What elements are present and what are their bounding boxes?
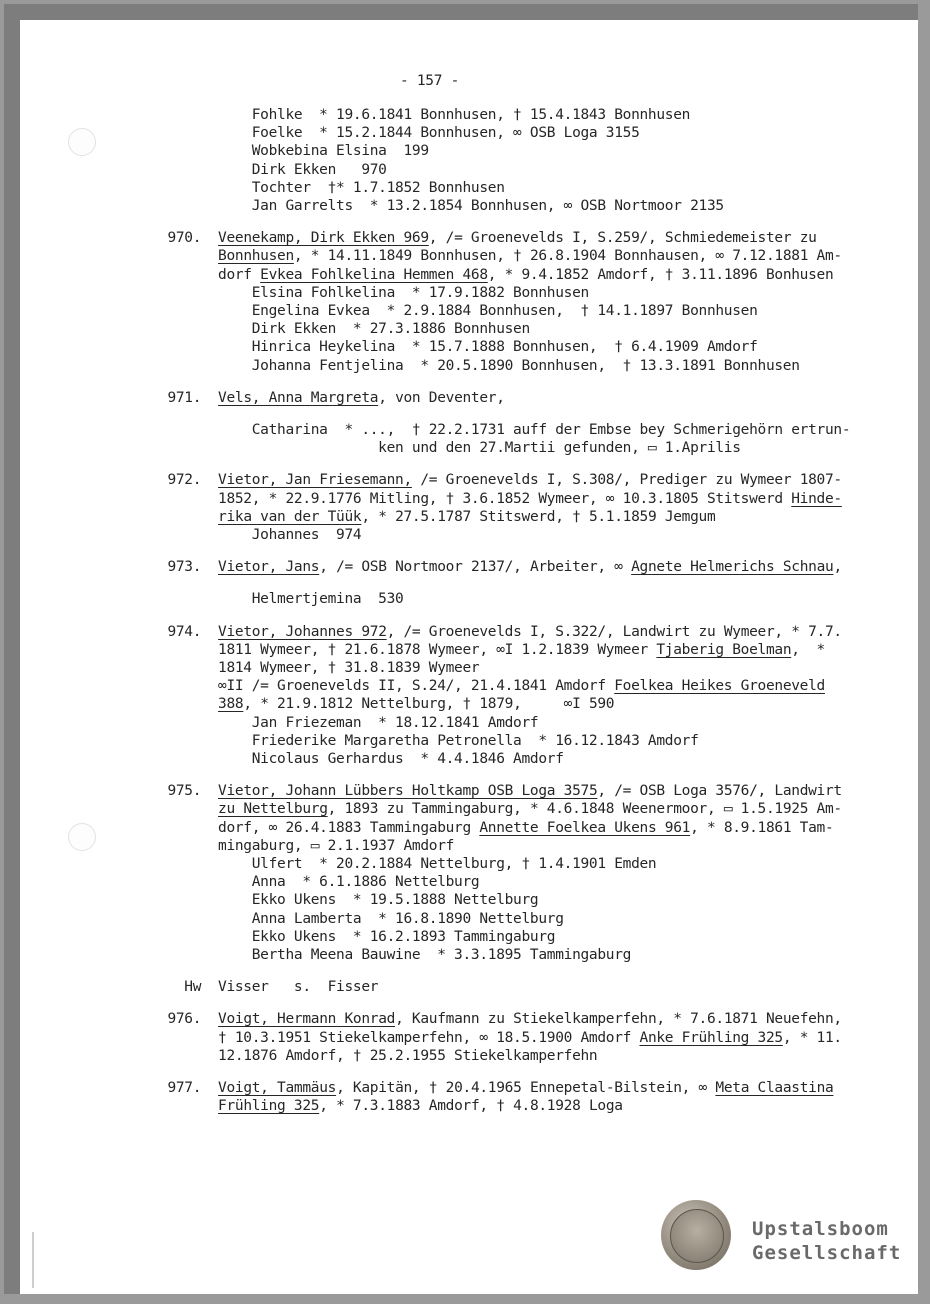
text-line: [100, 750, 564, 768]
text-line: [100, 526, 361, 544]
line-text: Ekko Ukens * 19.5.1888 Nettelburg: [100, 892, 539, 908]
line-text: , /= Groenevelds I, S.259/, Schmiedemeister zu: [428, 230, 817, 246]
line-text: [100, 1098, 218, 1114]
line-text: Foelke * 15.2.1844 Bonnhusen, ∞ OSB Loga 3155: [100, 125, 640, 141]
text-line: [100, 197, 724, 215]
line-text: , von Deventer,: [378, 390, 505, 406]
text-line: [100, 357, 800, 375]
text-line: [100, 1079, 833, 1097]
underlined-name: 388: [218, 696, 244, 712]
text-line: [100, 695, 614, 713]
line-text: ken und den 27.Martii gefunden, ▭ 1.Aprilis: [100, 440, 741, 456]
text-line: [100, 819, 833, 837]
line-text: ,: [833, 559, 842, 575]
text-line: [100, 302, 758, 320]
line-text: 976.: [100, 1011, 219, 1027]
text-line: [100, 910, 564, 928]
line-text: , * 7.3.1883 Amdorf, † 4.8.1928 Loga: [319, 1098, 623, 1114]
line-text: 1811 Wymeer, † 21.6.1878 Wymeer, ∞I 1.2.1839 Wymeer: [100, 642, 657, 658]
text-line: [100, 421, 850, 439]
text-line: [100, 782, 842, 800]
text-line: [100, 873, 479, 891]
underlined-name: Anke Frühling 325: [639, 1030, 783, 1046]
underlined-name: Frühling 325: [218, 1098, 320, 1114]
line-text: Anna * 6.1.1886 Nettelburg: [100, 874, 480, 890]
text-line: [100, 714, 538, 732]
line-text: Jan Garrelts * 13.2.1854 Bonnhusen, ∞ OSB Nortmoor 2135: [100, 198, 724, 214]
text-line: [100, 1097, 623, 1115]
line-text: , * 27.5.1787 Stitswerd, † 5.1.1859 Jemgum: [361, 509, 716, 525]
line-text: [100, 801, 218, 817]
line-text: Catharina * ..., † 22.2.1731 auff der Embse bey Schmerigehörn ertrun-: [100, 422, 851, 438]
text-line: [100, 471, 842, 489]
line-text: ∞II /= Groenevelds II, S.24/, 21.4.1841 Amdorf: [100, 678, 615, 694]
underlined-name: Annette Foelkea Ukens 961: [479, 820, 691, 836]
line-text: , /= Groenevelds I, S.322/, Landwirt zu Wymeer, * 7.7.: [386, 624, 842, 640]
text-line: [100, 338, 758, 356]
text-line: [100, 389, 505, 407]
line-text: 1852, * 22.9.1776 Mitling, † 3.6.1852 Wymeer, ∞ 10.3.1805 Stitswerd: [100, 491, 792, 507]
line-text: , Kapitän, † 20.4.1965 Ennepetal-Bilstein, ∞: [336, 1080, 716, 1096]
line-text: Tochter †* 1.7.1852 Bonnhusen: [100, 180, 505, 196]
line-text: Friederike Margaretha Petronella * 16.12.1843 Amdorf: [100, 733, 699, 749]
text-line: [100, 558, 842, 576]
line-text: Hw Visser s. Fisser: [100, 979, 379, 995]
text-line: [100, 229, 817, 247]
line-text: Ekko Ukens * 16.2.1893 Tammingaburg: [100, 929, 556, 945]
text-line: [100, 855, 656, 873]
punch-hole-bottom: [68, 823, 96, 851]
line-text: Dirk Ekken 970: [100, 162, 387, 178]
line-text: , Kaufmann zu Stiekelkamperfehn, * 7.6.1871 Neuefehn,: [395, 1011, 842, 1027]
line-text: , * 21.9.1812 Nettelburg, † 1879, ∞I 590: [243, 696, 615, 712]
line-text: 12.1876 Amdorf, † 25.2.1955 Stiekelkamperfehn: [100, 1048, 598, 1064]
brand-line-1: Upstalsboom: [752, 1218, 889, 1240]
underlined-name: Foelkea Heikes Groeneveld: [614, 678, 825, 694]
line-text: , /= OSB Nortmoor 2137/, Arbeiter, ∞: [319, 559, 632, 575]
underlined-name: Agnete Helmerichs Schnau: [631, 559, 834, 575]
underlined-name: rika van der Tüük: [218, 509, 362, 525]
text-line: [100, 978, 378, 996]
line-text: , * 8.9.1861 Tam-: [690, 820, 834, 836]
line-text: , * 9.4.1852 Amdorf, † 3.11.1896 Bonhusen: [487, 267, 834, 283]
line-text: 975.: [100, 783, 219, 799]
text-line: [100, 508, 715, 526]
text-line: [100, 320, 530, 338]
underlined-name: Vietor, Johannes 972: [218, 624, 387, 640]
line-text: Elsina Fohlkelina * 17.9.1882 Bonnhusen: [100, 285, 589, 301]
line-text: Jan Friezeman * 18.12.1841 Amdorf: [100, 715, 539, 731]
underlined-name: Hinde-: [791, 491, 842, 507]
line-text: , 1893 zu Tammingaburg, * 4.6.1848 Weenermoor, ▭ 1.5.1925 Am-: [327, 801, 842, 817]
margin-mark: [32, 1232, 34, 1288]
text-line: [100, 179, 505, 197]
text-line: [100, 891, 538, 909]
line-text: Fohlke * 19.6.1841 Bonnhusen, † 15.4.1843 Bonnhusen: [100, 107, 691, 123]
underlined-name: Vietor, Jans: [218, 559, 320, 575]
line-text: Dirk Ekken * 27.3.1886 Bonnhusen: [100, 321, 530, 337]
text-line: [100, 659, 479, 677]
line-text: 974.: [100, 624, 219, 640]
line-text: 970.: [100, 230, 219, 246]
text-line: [100, 266, 833, 284]
text-line: [100, 1010, 842, 1028]
line-text: , * 11.: [782, 1030, 842, 1046]
text-line: [100, 124, 640, 142]
text-line: [100, 677, 825, 695]
line-text: Engelina Evkea * 2.9.1884 Bonnhusen, † 14.1.1897 Bonnhusen: [100, 303, 758, 319]
line-text: Johannes 974: [100, 527, 362, 543]
line-text: /= Groenevelds I, S.308/, Prediger zu Wymeer 1807-: [411, 472, 842, 488]
underlined-name: Vietor, Johann Lübbers Holtkamp OSB Loga 3575: [218, 783, 598, 799]
text-line: [100, 161, 387, 179]
line-text: , /= OSB Loga 3576/, Landwirt: [597, 783, 842, 799]
line-text: 973.: [100, 559, 219, 575]
text-line: [100, 837, 454, 855]
text-line: [100, 142, 429, 160]
line-text: dorf, ∞ 26.4.1883 Tammingaburg: [100, 820, 480, 836]
line-text: dorf: [100, 267, 261, 283]
underlined-name: Veenekamp, Dirk Ekken 969: [218, 230, 429, 246]
text-line: [100, 439, 741, 457]
underlined-name: Voigt, Hermann Konrad: [218, 1011, 396, 1027]
line-text: Nicolaus Gerhardus * 4.4.1846 Amdorf: [100, 751, 564, 767]
text-line: [100, 641, 825, 659]
line-text: , *: [791, 642, 825, 658]
text-line: [100, 928, 555, 946]
underlined-name: Vels, Anna Margreta: [218, 390, 379, 406]
line-text: mingaburg, ▭ 2.1.1937 Amdorf: [100, 838, 455, 854]
page-number: - 157 -: [400, 73, 460, 89]
line-text: Anna Lamberta * 16.8.1890 Nettelburg: [100, 911, 564, 927]
text-line: [100, 490, 842, 508]
line-text: [100, 248, 218, 264]
underlined-name: Tjaberig Boelman: [656, 642, 792, 658]
underlined-name: Meta Claastina: [715, 1080, 834, 1096]
line-text: [100, 509, 218, 525]
line-text: 1814 Wymeer, † 31.8.1839 Wymeer: [100, 660, 480, 676]
underlined-name: Voigt, Tammäus: [218, 1080, 337, 1096]
underlined-name: zu Nettelburg: [218, 801, 328, 817]
line-text: † 10.3.1951 Stiekelkamperfehn, ∞ 18.5.1900 Amdorf: [100, 1030, 640, 1046]
punch-hole-top: [68, 128, 96, 156]
brand-line-2: Gesellschaft: [752, 1242, 902, 1264]
line-text: Johanna Fentjelina * 20.5.1890 Bonnhusen, † 13.3.1891 Bonnhusen: [100, 358, 800, 374]
text-line: [100, 590, 403, 608]
line-text: 971.: [100, 390, 219, 406]
upstalsboom-seal-logo: [661, 1200, 731, 1270]
line-text: Bertha Meena Bauwine * 3.3.1895 Tammingaburg: [100, 947, 632, 963]
text-line: [100, 284, 589, 302]
line-text: 977.: [100, 1080, 219, 1096]
text-line: [100, 247, 842, 265]
line-text: Wobkebina Elsina 199: [100, 143, 429, 159]
text-line: [100, 106, 690, 124]
text-line: [100, 946, 631, 964]
line-text: [100, 696, 218, 712]
underlined-name: Vietor, Jan Friesemann,: [218, 472, 412, 488]
text-line: [100, 623, 842, 641]
line-text: , * 14.11.1849 Bonnhusen, † 26.8.1904 Bonnhausen, ∞ 7.12.1881 Am-: [293, 248, 842, 264]
line-text: 972.: [100, 472, 219, 488]
underlined-name: Bonnhusen: [218, 248, 294, 264]
line-text: Ulfert * 20.2.1884 Nettelburg, † 1.4.1901 Emden: [100, 856, 657, 872]
text-line: [100, 1029, 842, 1047]
underlined-name: Evkea Fohlkelina Hemmen 468: [260, 267, 488, 283]
line-text: Hinrica Heykelina * 15.7.1888 Bonnhusen, † 6.4.1909 Amdorf: [100, 339, 758, 355]
text-line: [100, 1047, 597, 1065]
text-line: [100, 732, 699, 750]
text-line: [100, 800, 842, 818]
line-text: Helmertjemina 530: [100, 591, 404, 607]
